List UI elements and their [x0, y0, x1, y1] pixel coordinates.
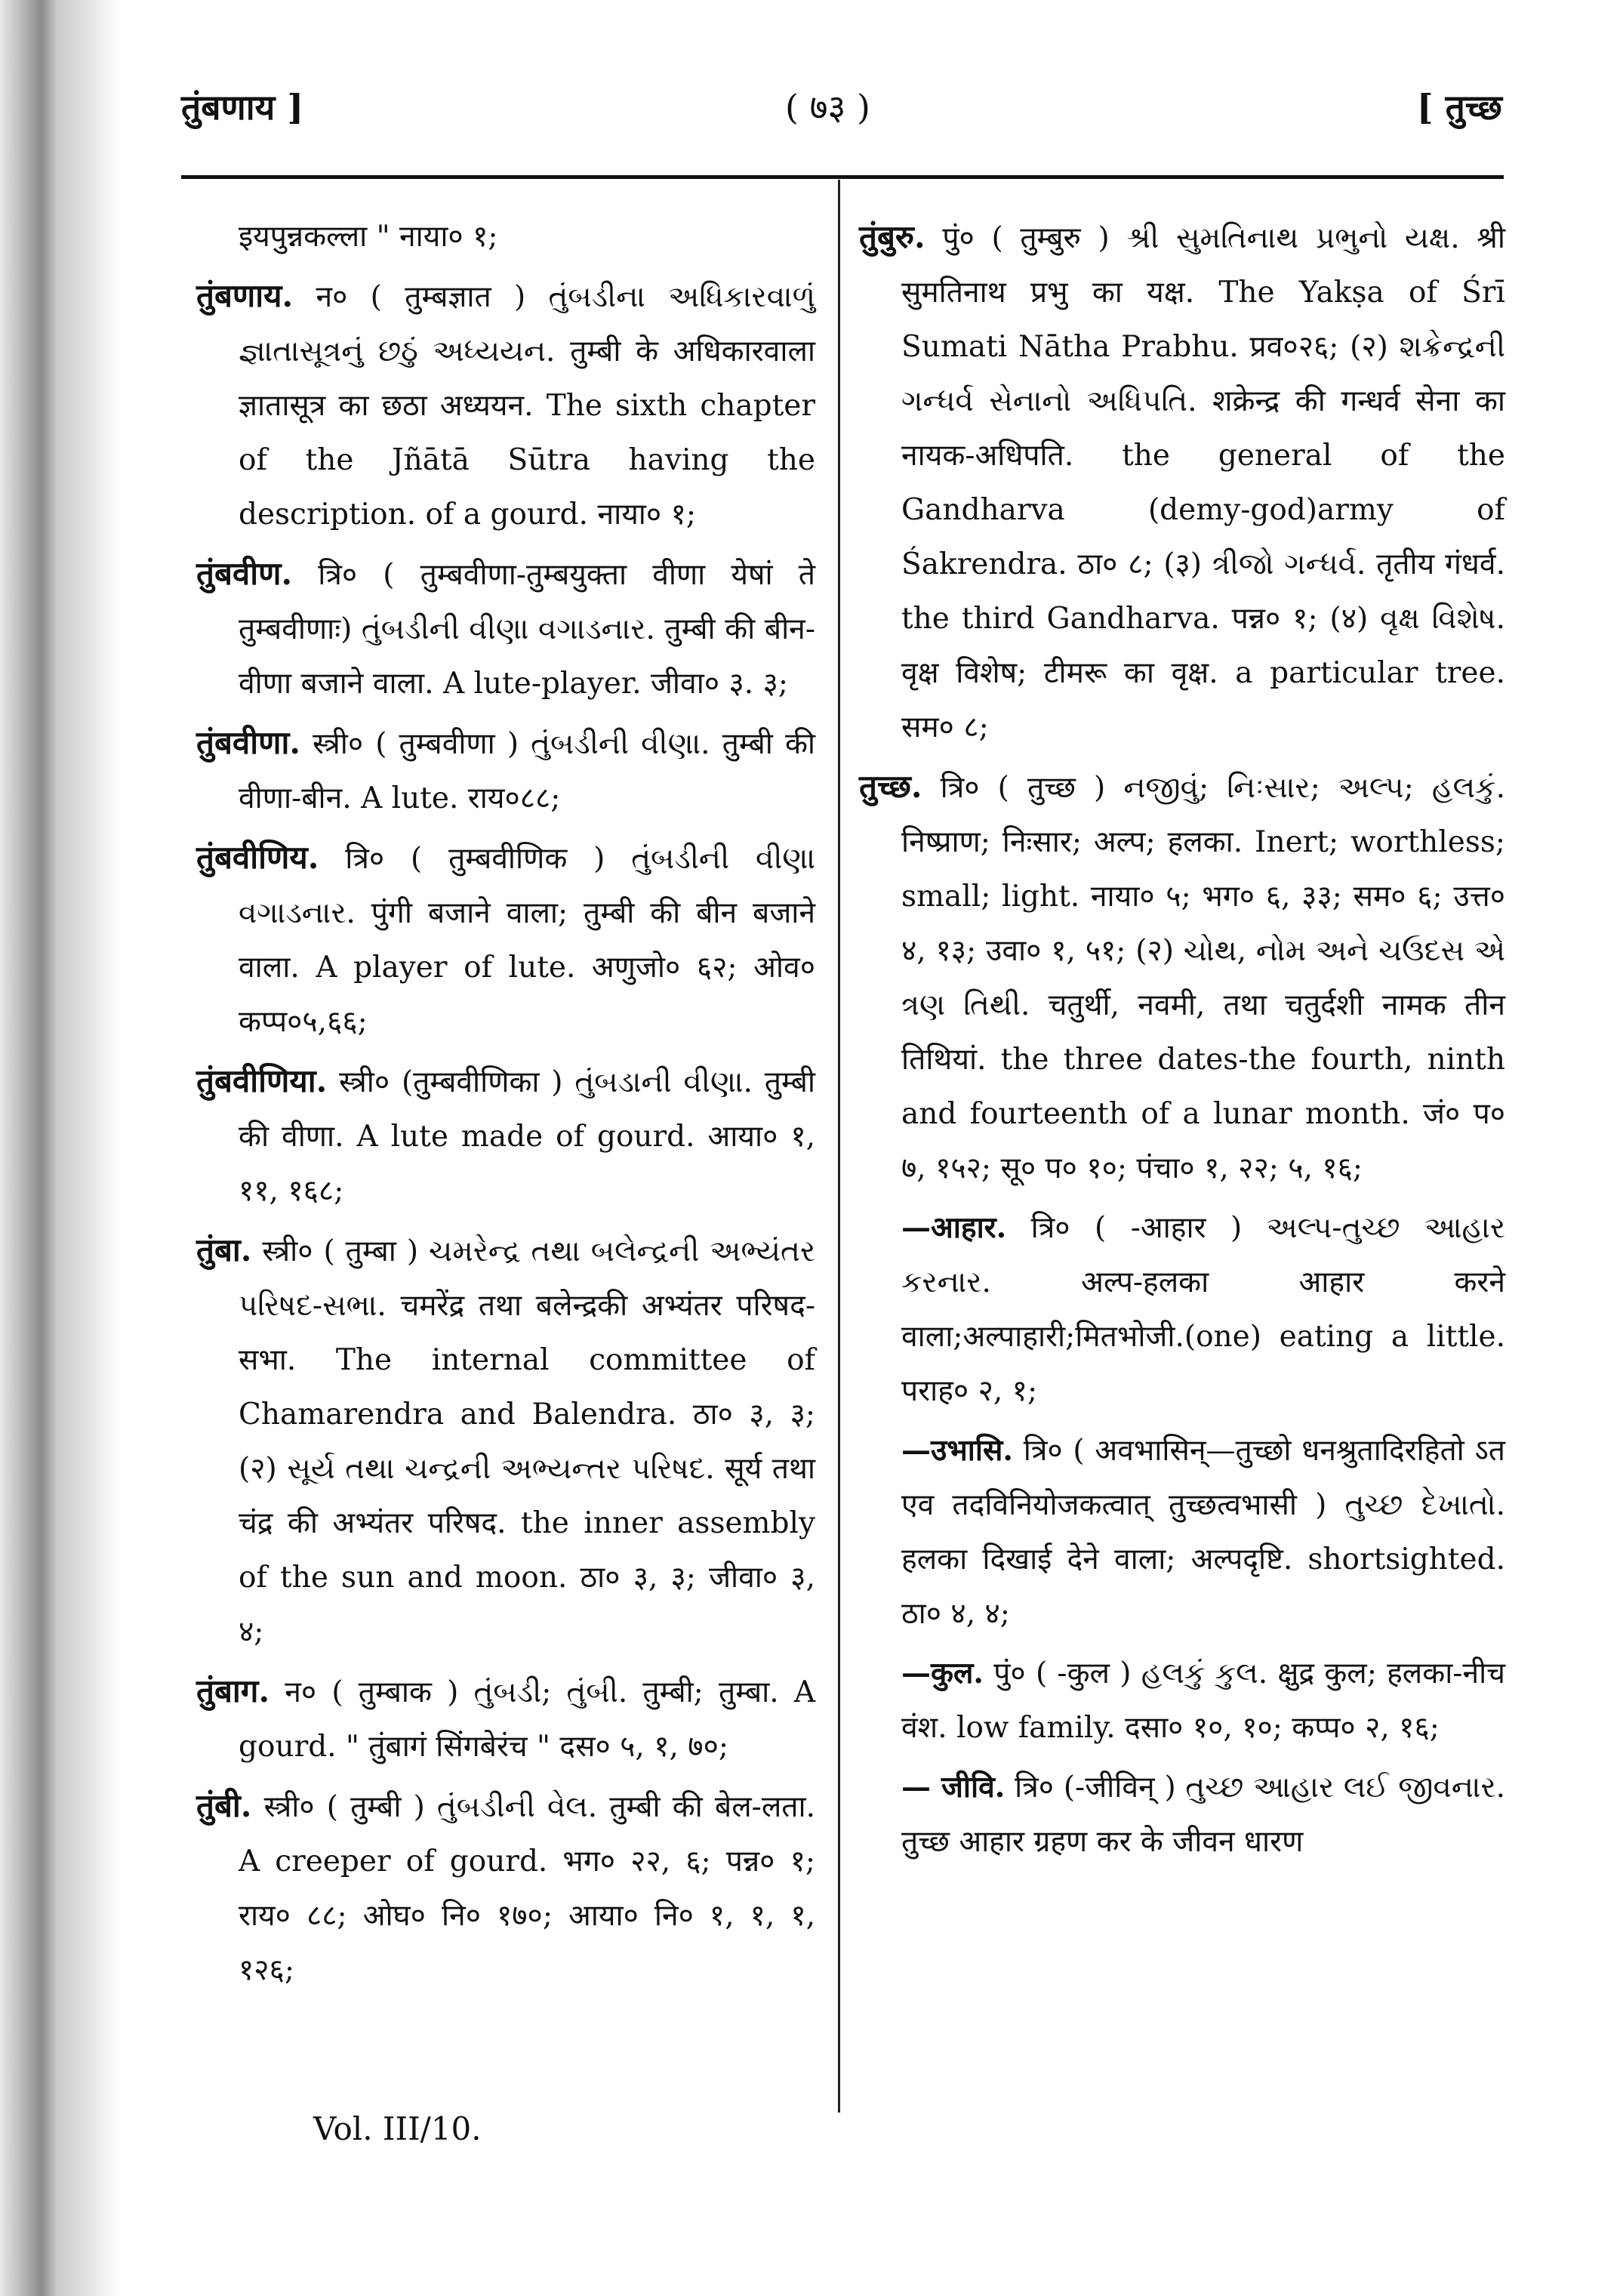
continuation-text: इयपुन्नकल्ला " नाया० १;	[239, 220, 498, 254]
entry-body: त्रि० ( तुम्बवीणा-तुम्बयुक्ता वीणा येषां ते तुम्बवीणाः) તુંબડીની વીણા વગાડનાર. तुम्बी की बीन-वीणा बजाने वाला. A lute-player. जीवा० ३. ३;	[239, 558, 815, 701]
right-guide-word: [ तुच्छ	[1416, 87, 1502, 128]
entry-headword: तुंबणाय.	[196, 277, 294, 314]
entry-body: त्रि० ( तुम्बवीणिक ) તુંબડીની વીણા વગાડનાર. पुंगी बजाने वाला; तुम्बी की बीन बजाने वाला. A player of lute. अणुजो० ६२; ओव० कप्प०५,६६;	[239, 842, 815, 1039]
sub-entry-body: त्रि० (-जीविन् ) તુચ્છ આહાર લઈ જીવનાર. तुच्छ आहार ग्रहण कर के जीवन धारण	[901, 1771, 1506, 1859]
entry-headword: तुंबी.	[196, 1787, 252, 1824]
entry-headword: तुंबा.	[196, 1231, 252, 1268]
dictionary-entry	[196, 1779, 815, 1998]
left-column	[196, 210, 815, 2002]
entry-body: स्त्री० (तुम्बवीणिका ) તુંબડાની વીણા. तुम्बी की वीणा. A lute made of gourd. आया० १, ११, १६८;	[239, 1065, 815, 1208]
sub-entry	[859, 1646, 1505, 1755]
dictionary-entry	[196, 716, 815, 826]
page-header	[181, 83, 1502, 136]
entry-headword: तुंबवीणा.	[196, 724, 301, 761]
binding-shadow	[0, 0, 128, 2296]
entry-headword: तुच्छ.	[859, 768, 922, 805]
entry-body: स्त्री० ( तुम्बा ) ચમરેન્દ્ર તથા બલેન્દ્રની અભ્યંતર પરિષદ-સભા. चमरेंद्र तथा बलेन्द्रकी अभ्यंतर परिषद-सभा. The internal committee of Chamarendra and Balendra. ठा० ३, ३; (२) સૂર્ય તથા ચન્દ્રની અભ્યન્તર પરિષદ. सूर्य तथा चंद्र की अभ्यंतर परिषद. the inner assembly of the sun and moon. ठा० ३, ३; जीवा० ३, ४;	[239, 1234, 816, 1649]
right-column	[859, 210, 1505, 1874]
entry-body: स्त्री० ( तुम्बवीणा ) તુંબડીની વીણા. तुम्बी की वीणा-बीन. A lute. राय०८८;	[239, 727, 816, 815]
entry-body: पुं० ( तुम्बुरु ) શ્રી સુમતિનાથ પ્રભુનો યક્ષ. श्री सुमतिनाथ प्रभु का यक्ष. The Yakṣa of Śrī Sumati Nātha Prabhu. प्रव०२६; (२) શક્રેન્દ્રની ગન્ધર્વ સેનાનો અધિપતિ. शक्रेन्द्र की गन्धर्व सेना का नायक-अधिपति. the general of the Gandharva (demy-god)army of Śakrendra. ठा० ८; (३) ત્રીજો ગન્ધર્વ. तृतीय गंधर्व. the third Gandharva. पन्न० १; (४) વૃક્ષ વિશેષ. वृक्ष विशेष; टीमरू का वृक्ष. a particular tree. सम० ८;	[901, 221, 1505, 744]
sub-entry	[859, 1423, 1505, 1641]
dictionary-entry	[196, 1664, 815, 1774]
entry-body: न० ( तुम्बज्ञात ) તુંબડીના અધિકારવાળું જ્ઞાતાસૂત્રનું છઠું અધ્યયન. तुम्बी के अधिकारवाला ज्ञातासूत्र का छठा अध्ययन. The sixth chapter of the Jñātā Sūtra having the description. of a gourd. नाया० १;	[239, 280, 815, 532]
column-divider	[838, 180, 840, 2113]
sub-entry-body: त्रि० ( -आहार ) અલ્પ-તુચ્છ આહાર કરનાર. अल्प-हलका आहार करने वाला;अल्पाहारी;मितभोजी.(one) eating a little. पराह० २, १;	[901, 1211, 1505, 1408]
dictionary-entry	[196, 269, 815, 542]
dictionary-entry	[196, 831, 815, 1049]
dictionary-entry	[196, 1223, 815, 1660]
dictionary-entry	[196, 1054, 815, 1219]
page-number: ( ७३ )	[785, 87, 870, 128]
sub-entry	[859, 1760, 1505, 1869]
entry-headword: तुंबाग.	[196, 1672, 270, 1709]
dictionary-entry	[859, 210, 1505, 755]
entry-headword: तुंबवीणिय.	[196, 839, 319, 876]
dictionary-entry	[859, 760, 1505, 1196]
sub-entry	[859, 1200, 1505, 1419]
entry-headword: तुंबवीण.	[196, 555, 293, 592]
dictionary-entry	[196, 547, 815, 711]
entry-body: न० ( तुम्बाक ) તુંબડી; તુંબી. तुम्बी; तुम्बा. A gourd. " तुंबागं सिंगबेरंच " दस० ५, १, ७०;	[239, 1675, 815, 1764]
entry-body: स्त्री० ( तुम्बी ) તુંબડીની વેલ. तुम्बी की बेल-लता. A creeper of gourd. भग० २२, ६; पन्न० १; राय० ८८; ओघ० नि० १७०; आया० नि० १, १, १, १२६;	[239, 1790, 815, 1987]
entry-headword: तुंबुरु.	[859, 218, 925, 255]
left-guide-word: तुंबणाय ]	[181, 87, 304, 128]
entry-headword: तुंबवीणिया.	[196, 1062, 328, 1099]
volume-footer: Vol. III/10.	[313, 2110, 482, 2147]
sub-entry-headword: —कुल.	[901, 1656, 984, 1690]
sub-entry-headword: — जीवि.	[901, 1770, 1006, 1804]
sub-entry-body: पुं० ( -कुल ) હલકું કુલ. क्षुद्र कुल; हलका-नीच वंश. low family. दसा० १०, १०; कप्प० २, १६;	[901, 1657, 1505, 1745]
header-rule	[181, 175, 1504, 179]
sub-entry-body: त्रि० ( अवभासिन्—तुच्छो धनश्रुतादिरहितो ऽत एव तदविनियोजकत्वात् तुच्छत्वभासी ) તુચ્છ દેખાતો. हलका दिखाई देने वाला; अल्पदृष्टि. shortsighted. ठा० ४, ४;	[901, 1434, 1505, 1631]
sub-entry-headword: —आहार.	[901, 1210, 1007, 1245]
entry-body: त्रि० ( तुच्छ ) નજીવું; નિઃસાર; અલ્પ; હલકું. निष्प्राण; निःसार; अल्प; हलका. Inert; worthless; small; light. नाया० ५; भग० ६, ३३; सम० ६; उत्त० ४, १३; उवा० १, ५१; (२) ચોથ, નોમ અને ચઉદસ એ ત્રણ તિથી. चतुर्थी, नवमी, तथा चतुर्दशी नामक तीन तिथियां. the three dates-the fourth, ninth and fourteenth of a lunar month. जं० प० ७, १५२; सू० प० १०; पंचा० १, २२; ५, १६;	[901, 771, 1505, 1185]
sub-entry-headword: —उभासि.	[901, 1433, 1013, 1468]
